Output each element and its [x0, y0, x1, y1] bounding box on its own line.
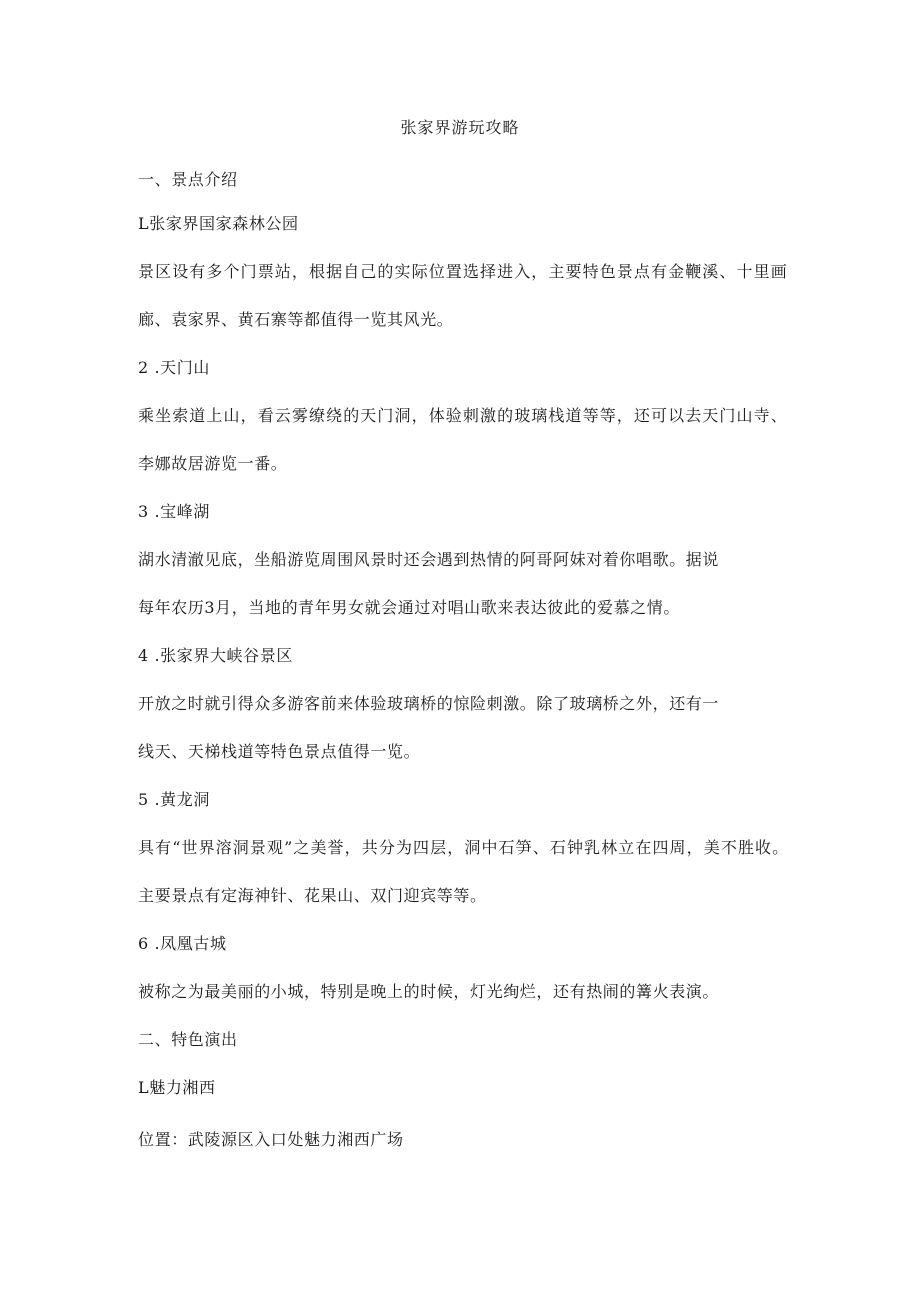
item-heading-baofeng: 3 .宝峰湖: [138, 502, 210, 521]
paragraph-line: 景区设有多个门票站，根据自己的实际位置选择进入，主要特色景点有金鞭溪、十里画: [138, 262, 788, 281]
paragraph-line: 主要景点有定海神针、花果山、双门迎宾等等。: [138, 886, 487, 905]
paragraph-line: 线天、天梯栈道等特色景点值得一览。: [138, 742, 421, 761]
paragraph-line: 具有“世界溶洞景观”之美誉，共分为四层，洞中石笋、石钟乳林立在四周，美不胜收。: [138, 838, 790, 857]
item-heading-fenghuang: 6 .凤凰古城: [138, 934, 227, 953]
item-heading-canyon: 4 .张家界大峡谷景区: [138, 646, 293, 665]
section-heading-performances: 二、特色演出: [138, 1030, 238, 1049]
paragraph-line: 廊、袁家界、黄石寨等都值得一览其风光。: [138, 310, 454, 329]
paragraph-line: 湖水清澈见底，坐船游览周围风景时还会遇到热情的阿哥阿妹对着你唱歌。据说: [138, 550, 720, 569]
item-heading-tianmen: 2 .天门山: [138, 358, 210, 377]
paragraph-line: 被称之为最美丽的小城，特别是晚上的时候，灯光绚烂，还有热闹的篝火表演。: [138, 982, 720, 1001]
document-title: 张家界游玩攻略: [400, 118, 520, 137]
item-heading-forest-park: L张家界国家森林公园: [138, 214, 299, 233]
paragraph-line: 李娜故居游览一番。: [138, 454, 288, 473]
paragraph-line: 位置：武陵源区入口处魅力湘西广场: [138, 1130, 404, 1149]
item-heading-charming-xiangxi: L魅力湘西: [138, 1078, 216, 1097]
paragraph-line: 乘坐索道上山，看云雾缭绕的天门洞，体验刺激的玻璃栈道等等，还可以去天门山寺、: [138, 406, 788, 425]
section-heading-attractions: 一、景点介绍: [138, 170, 238, 189]
item-heading-huanglong: 5 .黄龙洞: [138, 790, 210, 809]
paragraph-line: 开放之时就引得众多游客前来体验玻璃桥的惊险刺激。除了玻璃桥之外，还有一: [138, 694, 720, 713]
paragraph-line: 每年农历3月，当地的青年男女就会通过对唱山歌来表达彼此的爱慕之情。: [138, 598, 680, 617]
